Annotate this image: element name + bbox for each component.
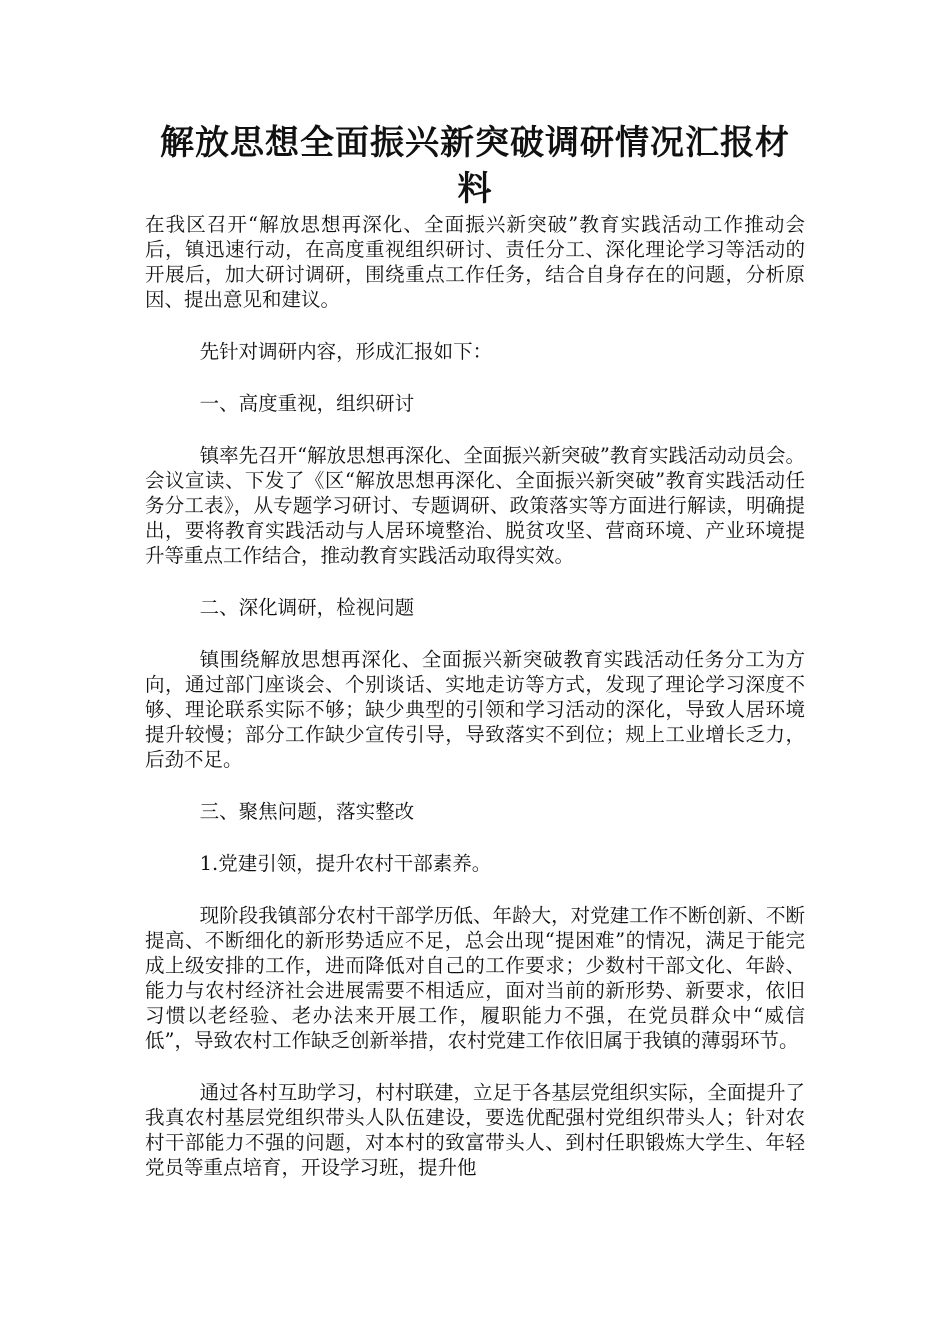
document-body bbox=[145, 212, 805, 1180]
section-heading-2: 二、深化调研，检视问题 bbox=[199, 596, 415, 619]
subheading-item-1: 1.党建引领，提升农村干部素养。 bbox=[199, 852, 492, 875]
paragraph-lead-in: 先针对调研内容，形成汇报如下： bbox=[199, 340, 493, 363]
paragraph-item-1-measures: 通过各村互助学习，村村联建，立足于各基层党组织实际，全面提升了我真农村基层党组织带头人队伍建设，要选优配强村党组织带头人；针对农村干部能力不强的问题，对本村的致富带头人、到村任职锻炼大学生、年轻党员等重点培育，开设学习班，提升他 bbox=[145, 1081, 805, 1179]
section-heading-3: 三、聚焦问题，落实整改 bbox=[199, 800, 415, 823]
document-page bbox=[145, 120, 805, 1180]
document-title: 解放思想全面振兴新突破调研情况汇报材料 bbox=[160, 123, 790, 209]
paragraph-item-1-problem: 现阶段我镇部分农村干部学历低、年龄大，对党建工作不断创新、不断提高、不断细化的新形势适应不足，总会出现“提困难”的情况，满足于能完成上级安排的工作，进而降低对自己的工作要求；少数村干部文化、年龄、能力与农村经济社会进展需要不相适应，面对当前的新形势、新要求，依旧习惯以老经验、老办法来开展工作，履职能力不强，在党员群众中“威信低”，导致农村工作缺乏创新举措，农村党建工作依旧属于我镇的薄弱环节。 bbox=[145, 904, 805, 1052]
paragraph-section-2: 镇围绕解放思想再深化、全面振兴新突破教育实践活动任务分工为方向，通过部门座谈会、个别谈话、实地走访等方式，发现了理论学习深度不够、理论联系实际不够；缺少典型的引领和学习活动的深化，导致人居环境提升较慢；部分工作缺少宣传引导，导致落实不到位；规上工业增长乏力，后劲不足。 bbox=[145, 648, 805, 771]
paragraph-section-1: 镇率先召开“解放思想再深化、全面振兴新突破”教育实践活动动员会。会议宣读、下发了《区“解放思想再深化、全面振兴新突破”教育实践活动任务分工表》，从专题学习研讨、专题调研、政策落实等方面进行解读，明确提出，要将教育实践活动与人居环境整治、脱贫攻坚、营商环境、产业环境提升等重点工作结合，推动教育实践活动取得实效。 bbox=[145, 444, 805, 567]
section-heading-1: 一、高度重视，组织研讨 bbox=[199, 392, 415, 415]
paragraph-intro: 在我区召开“解放思想再深化、全面振兴新突破”教育实践活动工作推动会后，镇迅速行动，在高度重视组织研讨、责任分工、深化理论学习等活动的开展后，加大研讨调研，围绕重点工作任务，结合自身存在的问题，分析原因、提出意见和建议。 bbox=[145, 213, 805, 311]
